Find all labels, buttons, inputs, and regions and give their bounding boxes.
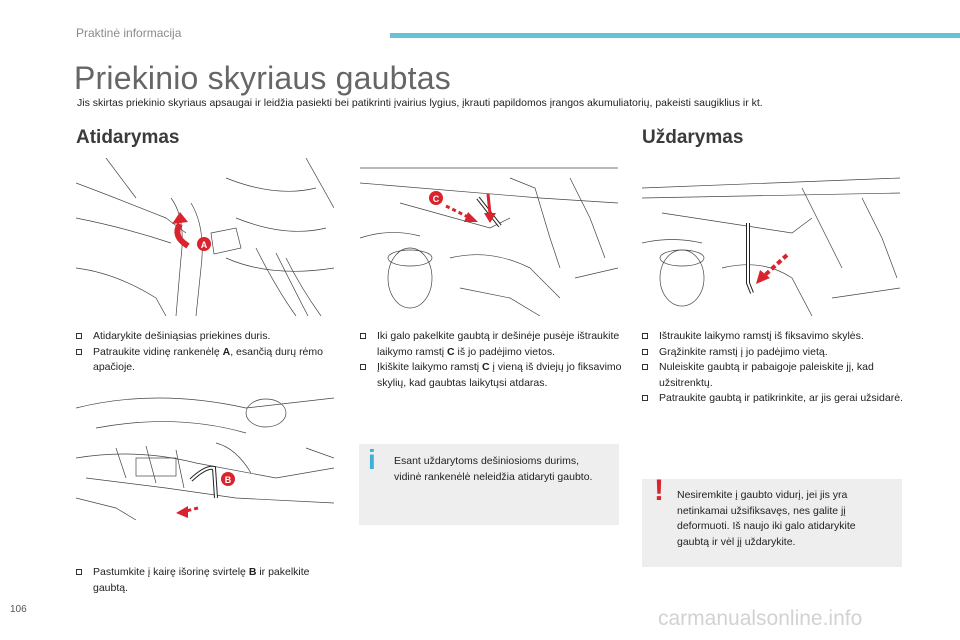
checkbox-bullet-icon [76,349,82,355]
watermark: carmanualsonline.info [658,607,863,630]
page-title: Priekinio skyriaus gaubtas [74,60,451,96]
opening-steps-1 [76,329,326,376]
closing-steps [642,329,904,407]
illustration-exterior-lever [76,388,334,520]
info-icon: i [368,444,376,475]
checkbox-bullet-icon [76,333,82,339]
checkbox-bullet-icon [360,333,366,339]
list-item: Pastumkite į kairę išorinę svirtelę B ir pakelkite gaubtą. [76,565,326,596]
checkbox-bullet-icon [642,333,648,339]
list-item: Ištraukite laikymo ramstį iš fiksavimo skylės. [642,329,904,345]
list-item: Nuleiskite gaubtą ir pabaigoje paleiskite jį, kad užsitrenktų. [642,360,904,391]
list-item: Iki galo pakelkite gaubtą ir dešinėje pusėje ištraukite laikymo ramstį C iš jo padėjimo vietos. [360,329,622,360]
section-label: Praktinė informacija [76,26,182,40]
checkbox-bullet-icon [642,364,648,370]
header-accent-bar [390,33,960,38]
page-number: 106 [10,604,27,615]
warning-icon: ! [654,474,664,507]
illustration-interior-lever [76,158,334,316]
checkbox-bullet-icon [76,569,82,575]
label-a: A [200,240,208,250]
info-note [359,444,619,525]
label-c: C [432,194,440,204]
checkbox-bullet-icon [360,364,366,370]
info-note-text: Esant uždarytoms dešiniosioms durims, vidinė rankenėlė neleidžia atidaryti gaubto. [394,455,593,483]
checkbox-bullet-icon [642,349,648,355]
opening-steps-3 [360,329,622,391]
opening-steps-2 [76,565,326,596]
checkbox-bullet-icon [642,395,648,401]
list-item: Patraukite vidinę rankenėlę A, esančią durų rėmo apačioje. [76,345,326,376]
warning-note-text: Nesiremkite į gaubto vidurį, jei jis yra netinkamai užsifiksavęs, nes galite jį deformuoti. Iš naujo iki galo atidarykite gaubtą ir vėl jį uždarykite. [677,489,856,548]
illustration-prop-rod-out [360,158,618,316]
opening-heading: Atidarymas [76,127,180,148]
list-item: Grąžinkite ramstį į jo padėjimo vietą. [642,345,904,361]
illustration-prop-rod-stow [642,158,900,316]
list-item: Atidarykite dešiniąsias priekines duris. [76,329,326,345]
warning-note [642,474,902,567]
list-item: Patraukite gaubtą ir patikrinkite, ar jis gerai užsidarė. [642,391,904,407]
list-item: Įkiškite laikymo ramstį C į vieną iš dviejų jo fiksavimo skylių, kad gaubtas laikytųsi atdaras. [360,360,622,391]
closing-heading: Uždarymas [642,127,744,148]
label-b: B [224,475,232,485]
intro-text: Jis skirtas priekinio skyriaus apsaugai ir leidžia pasiekti bei patikrinti įvairius lygius, įkrauti papildomos įrangos akumuliatorių, pakeisti saugiklius ir kt. [77,97,763,109]
